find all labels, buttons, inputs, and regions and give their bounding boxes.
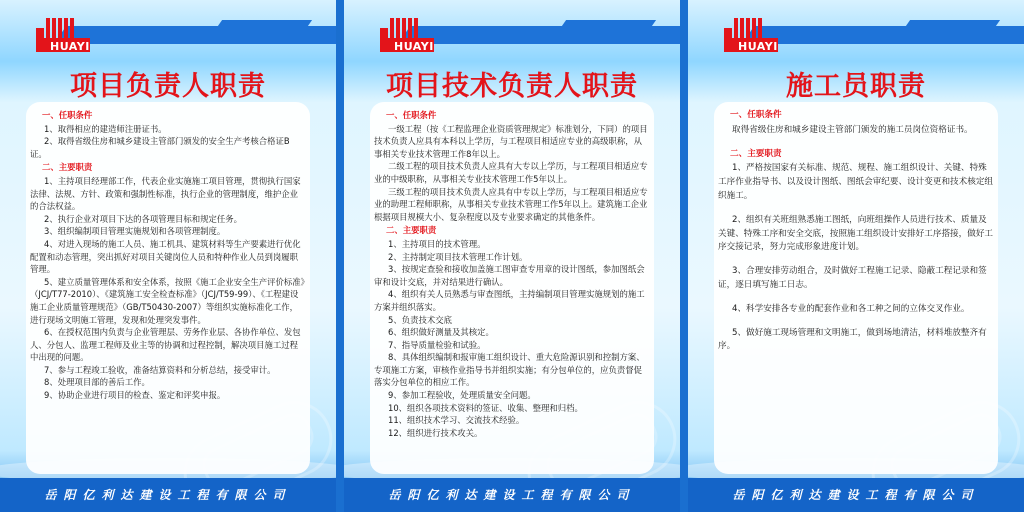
panel-body: [718, 108, 994, 364]
header-stripe: [398, 26, 680, 44]
footer-bar: [688, 478, 1024, 512]
header-stripe: [742, 26, 1024, 44]
section-heading: 一、任职条件: [386, 110, 437, 120]
panel-title: 施工员职责: [786, 71, 926, 102]
list-item: 9、参加工程验收，处理质量安全问题。: [388, 390, 536, 401]
list-item: 三级工程的项目技术负责人应具有中专以上学历，与工程项目相适应专业的助理工程师职称，从事相关专业技术管理工作5年以上。建筑施工企业根据项目规模大小、复杂程度以及专业要求确定的其他条件。: [374, 186, 648, 222]
section-heading: 二、主要职责: [42, 162, 93, 173]
list-item: 6、在授权范围内负责与企业管理层、劳务作业层、各协作单位、发包人、分包人、监理工程师及业主等的协调和过程控制，解决项目施工过程中出现的问题。: [30, 327, 301, 363]
list-item: 3、组织编制项目管理实施规划和各项管理制度。: [44, 226, 226, 237]
header-stripe-accent: [562, 20, 656, 26]
list-item: 8、处理项目部的善后工作。: [44, 377, 150, 388]
section-heading: 二、主要职责: [386, 225, 437, 236]
logo-text: HUAYI: [738, 40, 778, 53]
list-item: 2、执行企业对项目下达的各项管理目标和规定任务。: [44, 213, 242, 224]
footer-bar: [344, 478, 680, 512]
footer-bar: [0, 478, 336, 512]
list-item: 1、取得相应的建造师注册证书。: [44, 123, 167, 134]
list-item: 5、建立质量管理体系和安全体系，按照《施工企业安全生产评价标准》（JCJ/T77-2010）、《建筑施工安全检查标准》（JCJ/T59-99）、《工程建设施工企业质量管理规范》（GB/T50430-2007）等组织实施标准化工作，进行现场文明施工管理，发现和处理突发事件。: [30, 276, 305, 325]
list-item: 2、主持制定项目技术管理工作计划。: [388, 251, 528, 262]
panel-construction-worker: [688, 0, 1024, 512]
list-item: 9、协助企业进行项目的检查、鉴定和评奖申报。: [44, 390, 226, 401]
panel-title: 项目技术负责人职责: [386, 71, 638, 102]
list-item: 取得省级住房和城乡建设主管部门颁发的施工员岗位资格证书。: [732, 124, 973, 135]
section-heading: 一、任职条件: [730, 110, 782, 120]
footer-company-name: 岳阳亿利达建设工程有限公司: [732, 488, 980, 502]
list-item: 二级工程的项目技术负责人应具有大专以上学历，与工程项目相适应专业的中级职称，从事相关专业技术管理工作5年以上。: [374, 161, 648, 184]
list-item: 3、按规定查验和接收加盖施工图审查专用章的设计图纸，参加图纸会审和设计交底，并对结果进行确认。: [374, 264, 645, 287]
list-item: 12、组织进行技术攻关。: [388, 427, 483, 438]
header-stripe: [54, 26, 336, 44]
list-item: 1、主持项目经理部工作，代表企业实施施工项目管理，贯彻执行国家法律、法规、方针、政策和强制性标准，执行企业的管理制度，维护企业的合法权益。: [30, 175, 301, 212]
list-item: 8、具体组织编制和报审施工组织设计、重大危险源识别和控制方案、专项施工方案，审核作业指导书并组织实施；有分包单位的，应负责督促落实分包单位的相应工作。: [374, 352, 645, 388]
panel-title: 项目负责人职责: [70, 71, 266, 102]
company-logo: [724, 18, 784, 54]
list-item: 7、参与工程竣工验收，准备结算资料和分析总结，接受审计。: [44, 364, 276, 375]
footer-company-name: 岳阳亿利达建设工程有限公司: [44, 488, 292, 502]
list-item: 2、组织有关班组熟悉施工图纸，向班组操作人员进行技术、质量及关键、特殊工序和安全交底，按照施工组织设计安排好工序搭接，做好工序交接记录，努力完成形象进度计划。: [718, 214, 994, 253]
list-item: 3、合理安排劳动组合，及时做好工程施工记录、隐蔽工程记录和签证，逐日填写施工日志。: [718, 266, 987, 290]
panel-body: [30, 108, 306, 402]
list-item: 4、对进入现场的施工人员、施工机具、建筑材料等生产要素进行优化配置和动态管理，突出抓好对项目关键岗位人员和特种作业人员到岗履职管理。: [30, 238, 301, 275]
logo-text: HUAYI: [50, 40, 90, 53]
list-item: 一级工程（按《工程监理企业资质管理规定》标准划分，下同）的项目技术负责人应具有本科以上学历，与工程项目相适应专业的高级职称，从事相关专业技术管理工作8年以上。: [374, 123, 648, 159]
list-item: 10、组织各项技术资料的签证、收集、整理和归档。: [388, 402, 583, 413]
list-item: 1、主持项目的技术管理。: [388, 238, 486, 249]
panel-technical-manager: [344, 0, 680, 512]
list-item: 1、严格按国家有关标准、规范、规程、施工组织设计、关键、特殊工序作业指导书、以及设计图纸、图纸会审纪要、设计变更和技术核定组织施工。: [718, 163, 994, 201]
company-logo: [36, 18, 96, 54]
list-item: 11、组织技术学习、交流技术经验。: [388, 415, 525, 426]
company-logo: [380, 18, 440, 54]
list-item: 4、组织有关人员熟悉与审查图纸，主持编制项目管理实施规划的施工方案并组织落实。: [374, 289, 645, 312]
section-heading: 一、任职条件: [42, 110, 93, 120]
list-item: 4、科学安排各专业的配套作业和各工种之间的立体交叉作业。: [732, 303, 970, 314]
section-heading: 二、主要职责: [730, 148, 782, 159]
list-item: 7、指导质量检验和试验。: [388, 339, 486, 350]
header-stripe-accent: [218, 20, 312, 26]
list-item: 2、取得省级住房和城乡建设主管部门颁发的安全生产考核合格证B证。: [30, 136, 290, 159]
list-item: 5、做好施工现场管理和文明施工，做到场地清洁，材料堆放整齐有序。: [718, 327, 987, 352]
list-item: 5、负责技术交底: [388, 314, 452, 325]
header-stripe-accent: [906, 20, 1000, 26]
panel-body: [374, 108, 650, 439]
footer-company-name: 岳阳亿利达建设工程有限公司: [388, 488, 636, 502]
panel-project-manager: [0, 0, 336, 512]
logo-text: HUAYI: [394, 40, 434, 53]
list-item: 6、组织做好测量及其核定。: [388, 327, 494, 338]
